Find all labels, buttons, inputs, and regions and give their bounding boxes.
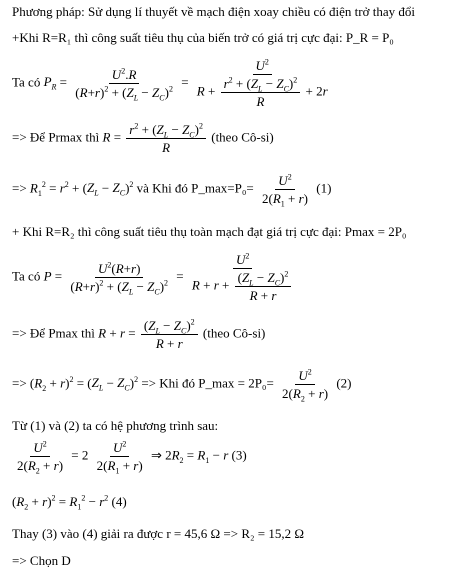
condition-prefix: => Để Pmax thì xyxy=(12,325,95,341)
prmax-condition: => Để Prmax thì R = $\frac{r^2 + (Z_L - Z_C)^2}{R}$ (theo Cô-si) xyxy=(12,121,274,155)
result-prefix: => xyxy=(12,180,27,196)
final-answer: => Chọn D xyxy=(12,553,71,568)
case-r1-statement: +Khi R=R₁ thì công suất tiêu thụ của biến trở có giá trị cực đại: P_R = P₀ xyxy=(12,30,394,45)
result-prefix: => xyxy=(12,375,27,391)
method-heading: Phương pháp: Sử dụng lí thuyết về mạch điện xoay chiều có điện trở thay đổi xyxy=(12,4,415,19)
solution-result: Thay (3) vào (4) giải ra được r = 45,6 Ω => R₂ = 15,2 Ω xyxy=(12,526,305,541)
equation-3: $\frac{U^2}{2(R_2 + r)}$ = 2 $\frac{U^2}{2(R_1 + r)}$ ⇒ $2R_2 = R_1 - r$ (3) xyxy=(17,439,247,476)
formula-prefix: Ta có xyxy=(12,268,41,284)
condition-prefix: => Để Prmax thì xyxy=(12,129,100,145)
result-r1: => $R_1^2 = r^2 + (Z_L - Z_C)^2$ và Khi đó P_max=P₀= $\frac{U^2}{2(R_1 + r)}$ (1) xyxy=(12,172,332,209)
equation-number-2: (2) xyxy=(336,375,352,391)
formula-p: Ta có P = $\frac{U^2(R+r)}{(R+r)^2 + (Z_L - Z_C)^2}$ = $U^2$ R + r + $\frac{(Z_L - Z_C)^2}{R + r}$ xyxy=(12,252,298,303)
result-mid: và Khi đó P_max=P₀= xyxy=(136,180,254,196)
pmax-condition: => Để Pmax thì R + r = $\frac{(Z_L - Z_C)^2}{R + r}$ (theo Cô-si) xyxy=(12,317,266,351)
formula-prefix: Ta có xyxy=(12,74,41,90)
equation-number-3: (3) xyxy=(231,447,247,463)
case-r2-statement: + Khi R=R₂ thì công suất tiêu thụ toàn mạch đạt giá trị cực đại: Pmax = 2P₀ xyxy=(12,224,407,239)
result-r2: => $(R_2 + r)^2 = (Z_L - Z_C)^2$ => Khi đó P_max = 2P₀= $\frac{U^2}{2(R_2 + r)}$ (2) xyxy=(12,367,352,404)
cosi-note: (theo Cô-si) xyxy=(211,129,274,145)
equation-number-4: (4) xyxy=(111,494,127,509)
equation-number-1: (1) xyxy=(316,180,332,196)
equation-4: $(R_2 + r)^2 = R_1^2 - r^2$ (4) xyxy=(12,493,127,512)
formula-pr: Ta có $P_R$ = $\frac{U^2.R}{(R+r)^2 + (Z_L - Z_C)^2}$ = $U^2$ R + $\frac{r^2 + (Z_L - Z_C)^2}{R}$ + 2r xyxy=(12,57,328,109)
result-mid: => Khi đó P_max = 2P₀= xyxy=(141,375,274,391)
cosi-note: (theo Cô-si) xyxy=(202,325,266,341)
system-intro: Từ (1) và (2) ta có hệ phương trình sau: xyxy=(12,418,219,433)
